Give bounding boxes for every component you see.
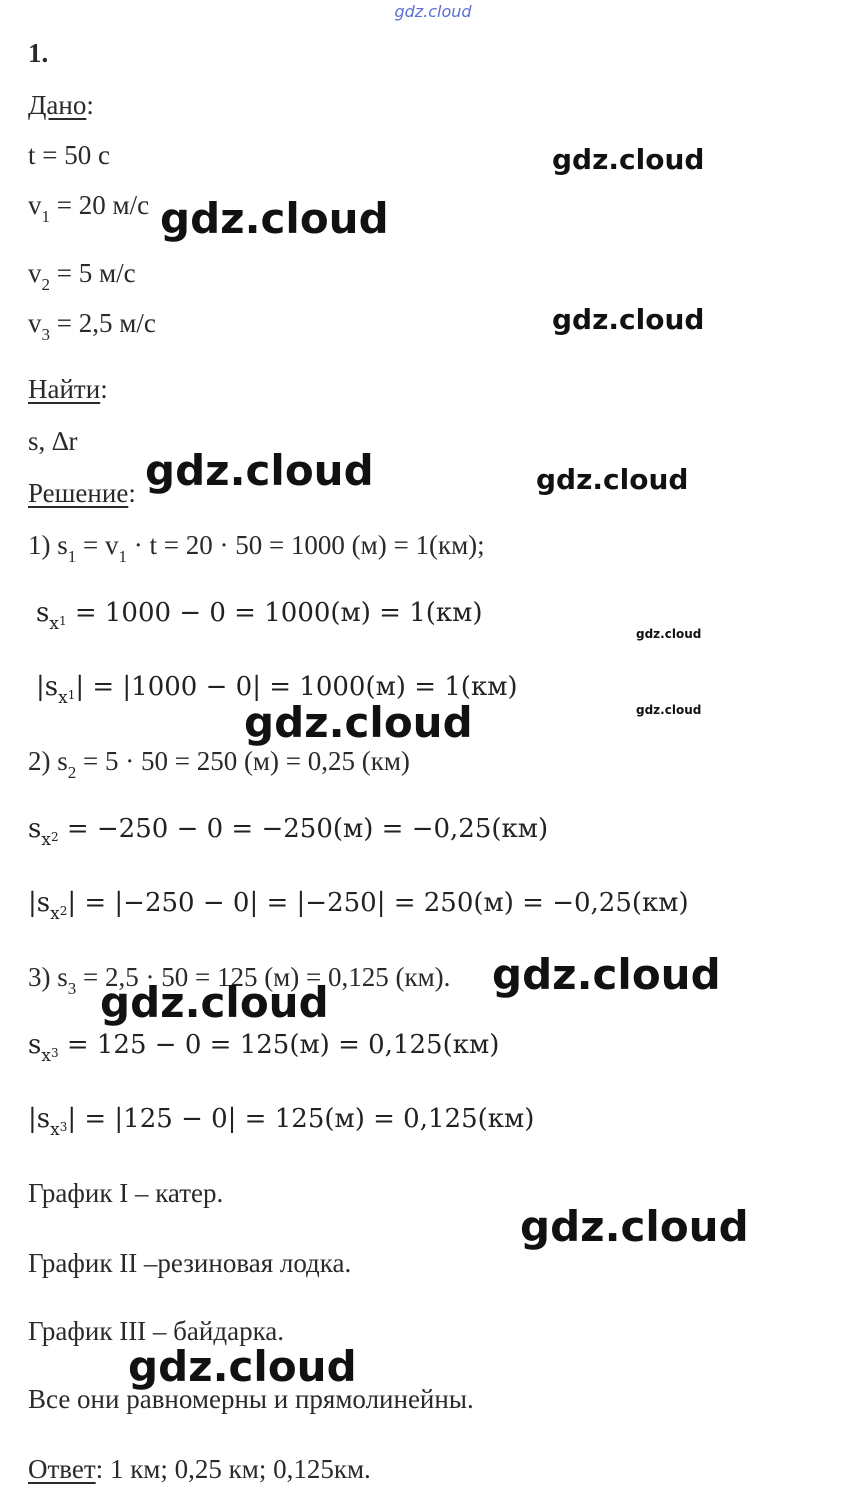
- watermark-top: gdz.cloud: [394, 2, 472, 21]
- find-value: s, ∆r: [28, 426, 78, 456]
- given-time: t = 50 с: [28, 140, 110, 170]
- given-heading: Дано:: [28, 90, 94, 120]
- watermark: gdz.cloud: [552, 143, 705, 176]
- problem-number: 1.: [28, 38, 49, 68]
- watermark: gdz.cloud: [520, 1202, 749, 1251]
- sx3-equation: $s_x3 = 125 - 0 = 125(м) = 0,125(км)$: [28, 1030, 500, 1066]
- step-2: 2) $s_2 = 5 \cdot 50 = 250$ (м) = 0,25 (км): [28, 746, 410, 782]
- watermark: gdz.cloud: [100, 978, 329, 1027]
- find-label: Найти: [28, 374, 101, 404]
- watermark: gdz.cloud: [145, 446, 374, 495]
- abs-sx2-equation: $|s_x2| = |-250 - 0| = |-250| = 250(м) = -0,25(км)$: [28, 888, 689, 924]
- answer-line: Ответ: 1 км; 0,25 км; 0,125км.: [28, 1454, 371, 1484]
- solution-heading: Решение:: [28, 478, 136, 508]
- given-v2: $v_2 = 5$ м/с: [28, 258, 136, 294]
- watermark: gdz.cloud: [536, 463, 689, 496]
- watermark: gdz.cloud: [492, 950, 721, 999]
- graph-1-text: График I – катер.: [28, 1178, 224, 1208]
- sx2-equation: $s_x2 = -250 - 0 = -250(м) = -0,25(км)$: [28, 814, 549, 850]
- graph-2-text: График II –резиновая лодка.: [28, 1248, 352, 1278]
- abs-sx1-equation: $|s_x1| = |1000 - 0| = 1000(м) = 1(км)$: [36, 672, 518, 708]
- given-label: Дано: [28, 90, 87, 120]
- step-3: 3) $s_3 = 2,5 \cdot 50 = 125$ (м) = 0,125 (км).: [28, 962, 451, 998]
- find-heading: Найти:: [28, 374, 108, 404]
- given-v3: $v_3 = 2,5$ м/с: [28, 308, 156, 344]
- watermark: gdz.cloud: [128, 1342, 357, 1391]
- given-v1: $v_1 = 20$ м/с: [28, 190, 150, 226]
- graph-3-text: График III – байдарка.: [28, 1316, 285, 1346]
- answer-label: Ответ: [28, 1454, 96, 1484]
- answer-value: 1 км; 0,25 км; 0,125км.: [103, 1454, 371, 1484]
- watermark: gdz.cloud: [636, 627, 702, 641]
- solution-label: Решение: [28, 478, 129, 508]
- conclusion-text: Все они равномерны и прямолинейны.: [28, 1384, 474, 1414]
- step-1: 1) $s_1 = v_1 \cdot t = 20 \cdot 50 = 1000$ (м) = 1(км);: [28, 530, 485, 566]
- watermark: gdz.cloud: [244, 698, 473, 747]
- watermark: gdz.cloud: [552, 303, 705, 336]
- watermark: gdz.cloud: [636, 703, 702, 717]
- abs-sx3-equation: $|s_x3| = |125 - 0| = 125(м) = 0,125(км)$: [28, 1104, 535, 1140]
- sx1-equation: $s_x1 = 1000 - 0 = 1000(м) = 1(км)$: [36, 598, 483, 634]
- watermark: gdz.cloud: [160, 194, 389, 243]
